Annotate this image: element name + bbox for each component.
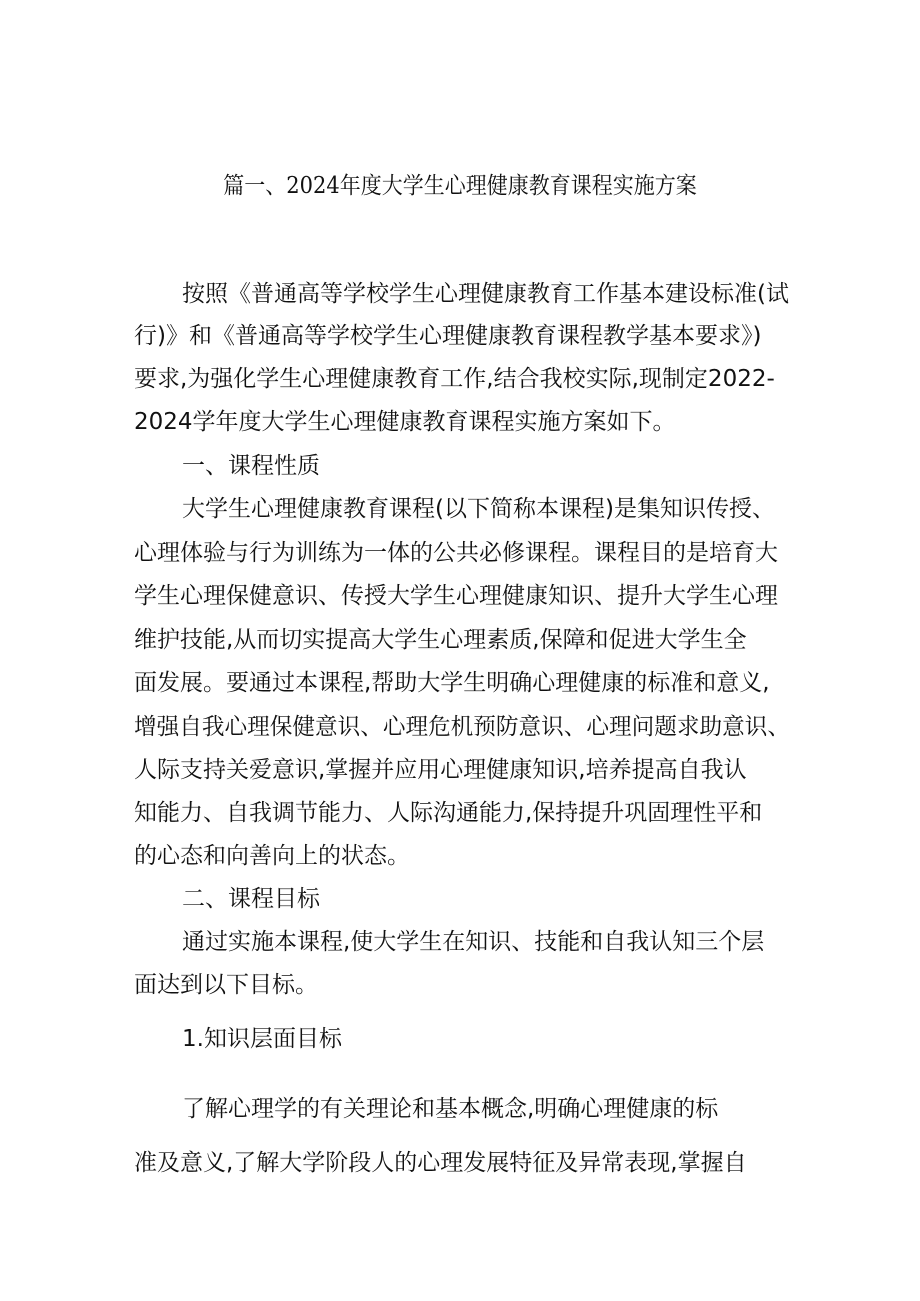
paragraph-line: 维护技能,从而切实提高大学生心理素质,保障和促进大学生全 [134, 627, 747, 653]
paragraph-line: 学生心理保健意识、传授大学生心理健康知识、提升大学生心理 [134, 583, 778, 609]
paragraph-line: 要求,为强化学生心理健康教育工作,结合我校实际,现制定2022- [134, 366, 775, 392]
paragraph-line: 行)》和《普通高等学校学生心理健康教育课程教学基本要求》) [134, 323, 762, 349]
paragraph-line: 大学生心理健康教育课程(以下简称本课程)是集知识传授、 [182, 496, 775, 522]
document-title: 篇一、2024年度大学生心理健康教育课程实施方案 [223, 173, 697, 199]
paragraph-line: 知能力、自我调节能力、人际沟通能力,保持提升巩固理性平和 [134, 800, 763, 826]
paragraph-line: 2024学年度大学生心理健康教育课程实施方案如下。 [134, 409, 676, 435]
section-heading: 一、课程性质 [182, 453, 320, 479]
paragraph-line: 准及意义,了解大学阶段人的心理发展特征及异常表现,掌握自 [134, 1150, 747, 1176]
paragraph-line: 面发展。要通过本课程,帮助大学生明确心理健康的标准和意义, [134, 670, 770, 696]
paragraph-line: 面达到以下目标。 [134, 972, 318, 998]
subsection-heading: 1.知识层面目标 [182, 1026, 342, 1052]
paragraph-line: 增强自我心理保健意识、心理危机预防意识、心理问题求助意识、 [134, 714, 790, 740]
paragraph-line: 人际支持关爱意识,掌握并应用心理健康知识,培养提高自我认 [134, 757, 747, 783]
paragraph-line: 的心态和向善向上的状态。 [134, 843, 410, 869]
paragraph-line: 心理体验与行为训练为一体的公共必修课程。课程目的是培育大 [134, 540, 778, 566]
paragraph-line: 通过实施本课程,使大学生在知识、技能和自我认知三个层 [182, 929, 765, 955]
paragraph-line: 了解心理学的有关理论和基本概念,明确心理健康的标 [182, 1096, 719, 1122]
section-heading: 二、课程目标 [182, 886, 320, 912]
paragraph-line: 按照《普通高等学校学生心理健康教育工作基本建设标准(试 [182, 281, 789, 307]
